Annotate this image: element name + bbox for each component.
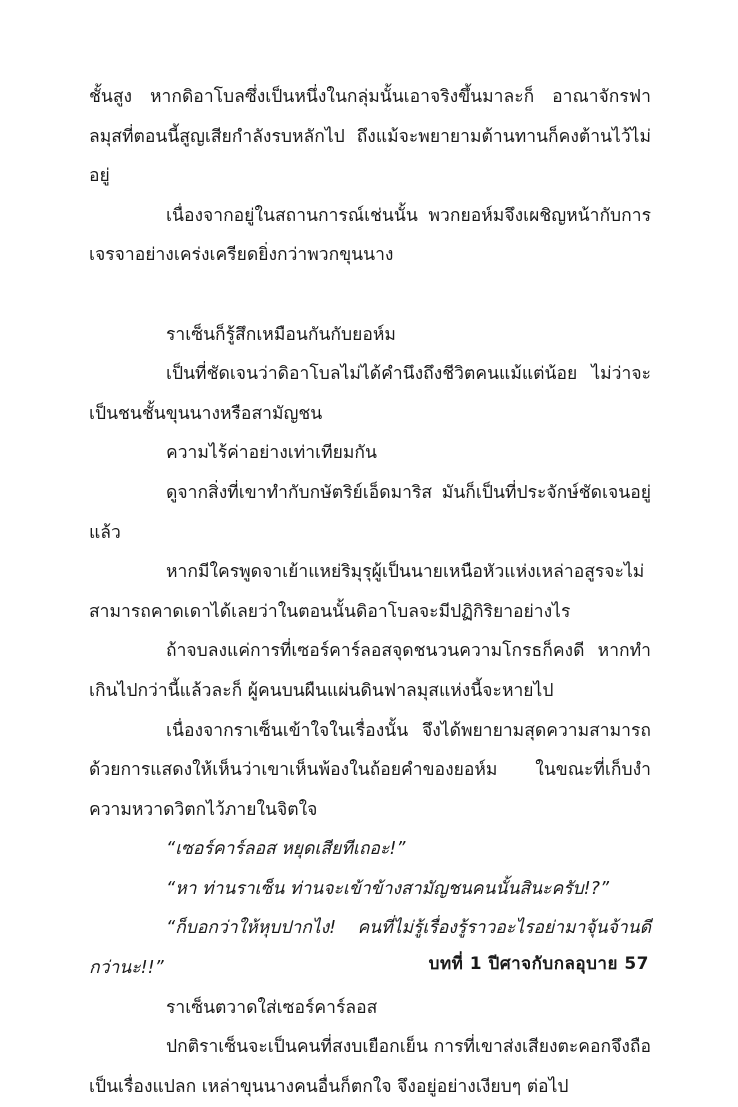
- paragraph: ถ้าจบลงแค่การที่เซอร์คาร์ลอสจุดชนวนความโกรธก็คงดี หากทำเกินไปกว่านี้แล้วละก็ ผู้คนบนผืนแผ่นดินฟาลมุสแห่งนี้จะหายไป: [89, 641, 651, 701]
- paragraph: ปกติราเซ็นจะเป็นคนที่สงบเยือกเย็น การที่เขาส่งเสียงตะคอกจึงถือเป็นเรื่องแปลก เหล่าขุนนางคนอื่นก็ตกใจ จึงอยู่อย่างเงียบๆ ต่อไป: [89, 1037, 651, 1097]
- page-footer: บทที่ 1 ปีศาจกับกลอุบาย 57: [428, 954, 649, 974]
- paragraph: เนื่องจากราเซ็นเข้าใจในเรื่องนั้น จึงได้พยายามสุดความสามารถด้วยการแสดงให้เห็นว่าเขาเห็นพ้องในถ้อยคำของยอห์ม ในขณะที่เก็บงำความหวาดวิตกไว้ภายในจิตใจ: [89, 720, 651, 820]
- paragraph: ราเซ็นตวาดใส่เซอร์คาร์ลอส: [166, 997, 378, 1018]
- paragraph: ชั้นสูง หากดิอาโบลซึ่งเป็นหนึ่งในกลุ่มนั้นเอาจริงขึ้นมาละก็ อาณาจักรฟาลมุสที่ตอนนี้สูญเสียกำลังรบหลักไป ถึงแม้จะพยายามต้านทานก็คงต้านไว้ไม่อยู่: [89, 87, 651, 187]
- paragraph: เนื่องจากอยู่ในสถานการณ์เช่นนั้น พวกยอห์มจึงเผชิญหน้ากับการเจรจาอย่างเคร่งเครียดยิ่งกว่าพวกขุนนาง: [89, 205, 651, 266]
- paragraph: เป็นที่ชัดเจนว่าดิอาโบลไม่ได้คำนึงถึงชีวิตคนแม้แต่น้อย ไม่ว่าจะเป็นชนชั้นขุนนางหรือสามัญชน: [89, 364, 651, 424]
- dialogue-line: “ก็บอกว่าให้หุบปากไง! คนที่ไม่รู้เรื่องรู้ราวอะไรอย่ามาจุ้นจ้านดีกว่านะ!!”: [89, 918, 651, 979]
- paragraph: ราเซ็นก็รู้สึกเหมือนกันกับยอห์ม: [166, 324, 396, 345]
- paragraph: ความไร้ค่าอย่างเท่าเทียมกัน: [166, 443, 377, 464]
- dialogue-line: “หา ท่านราเซ็น ท่านจะเข้าข้างสามัญชนคนนั้นสินะครับ!?”: [166, 878, 610, 899]
- paragraph: หากมีใครพูดจาเย้าแหย่ริมุรุผู้เป็นนายเหนือหัวแห่งเหล่าอสูรจะไม่สามารถคาดเดาได้เลยว่าในตอนนั้นดิอาโบลจะมีปฏิกิริยาอย่างไร: [89, 562, 645, 622]
- paragraph: ดูจากสิ่งที่เขาทำกับกษัตริย์เอ็ดมาริส มันก็เป็นที่ประจักษ์ชัดเจนอยู่แล้ว: [89, 482, 651, 543]
- section-break: [89, 276, 651, 316]
- dialogue-line: “เซอร์คาร์ลอส หยุดเสียทีเถอะ!”: [166, 839, 406, 860]
